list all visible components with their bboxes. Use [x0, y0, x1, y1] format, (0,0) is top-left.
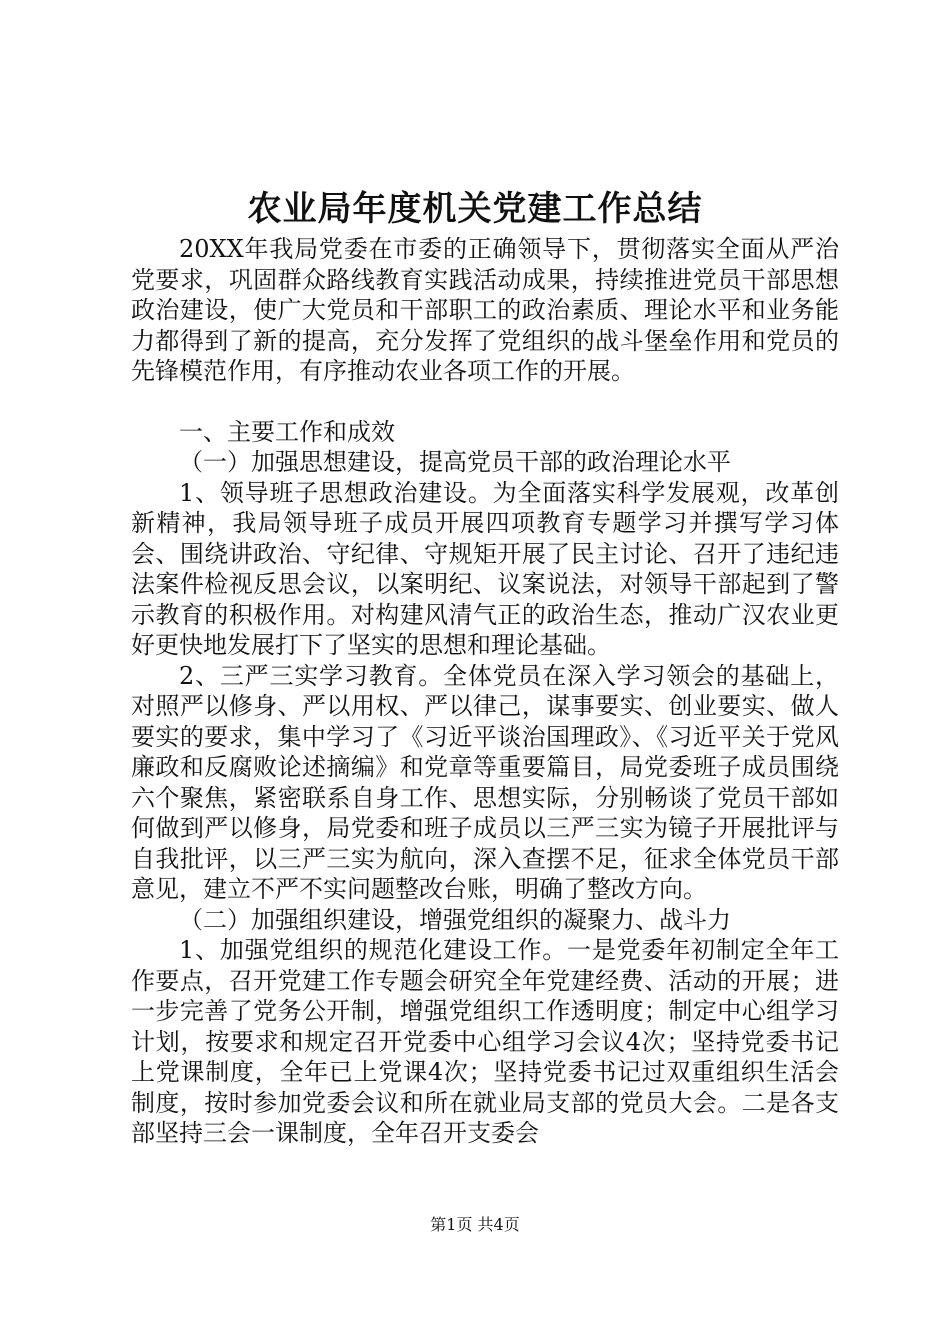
subsection-heading: （二）加强组织建设，增强党组织的凝聚力、战斗力	[179, 905, 731, 934]
document-body	[131, 234, 839, 1149]
body-paragraph: 2、三严三实学习教育。全体党员在深入学习领会的基础上，对照严以修身、严以用权、严以律己，谋事要实、创业要实、做人要实的要求，集中学习了《习近平谈治国理政》、《习近平关于党风廉政和反腐败论述摘编》和党章等重要篇目，局党委班子成员围绕六个聚焦，紧密联系自身工作、思想实际，分别畅谈了党员干部如何做到严以修身，局党委和班子成员以三严三实为镜子开展批评与自我批评，以三严三实为航向，深入查摆不足，征求全体党员干部意见，建立不严不实问题整改台账，明确了整改方向。	[131, 661, 839, 903]
page-number-footer: 第1页 共4页	[430, 1215, 520, 1234]
body-paragraph: 1、加强党组织的规范化建设工作。一是党委年初制定全年工作要点，召开党建工作专题会研究全年党建经费、活动的开展；进一步完善了党务公开制，增强党组织工作透明度；制定中心组学习计划，按要求和规定召开党委中心组学习会议4次；坚持党委书记上党课制度，全年已上党课4次；坚持党委书记过双重组织生活会制度，按时参加党委会议和所在就业局支部的党员大会。二是各支部坚持三会一课制度，全年召开支委会	[131, 936, 839, 1147]
subsection-heading: （一）加强思想建设，提高党员干部的政治理论水平	[179, 448, 731, 476]
document-title: 农业局年度机关党建工作总结	[247, 189, 703, 229]
body-paragraph: 1、领导班子思想政治建设。为全面落实科学发展观，改革创新精神，我局领导班子成员开展四项教育专题学习并撰写学习体会、围绕讲政治、守纪律、守规矩开展了民主讨论、召开了违纪违法案件检视反思会议，以案明纪、议案说法，对领导干部起到了警示教育的积极作用。对构建风清气正的政治生态，推动广汉农业更好更快地发展打下了坚实的思想和理论基础。	[131, 478, 839, 659]
section-heading: 一、主要工作和成效	[179, 417, 395, 446]
intro-paragraph: 20XX年我局党委在市委的正确领导下，贯彻落实全面从严治党要求，巩固群众路线教育实践活动成果，持续推进党员干部思想政治建设，使广大党员和干部职工的政治素质、理论水平和业务能力都得到了新的提高，充分发挥了党组织的战斗堡垒作用和党员的先锋模范作用，有序推动农业各项工作的开展。	[131, 235, 839, 385]
